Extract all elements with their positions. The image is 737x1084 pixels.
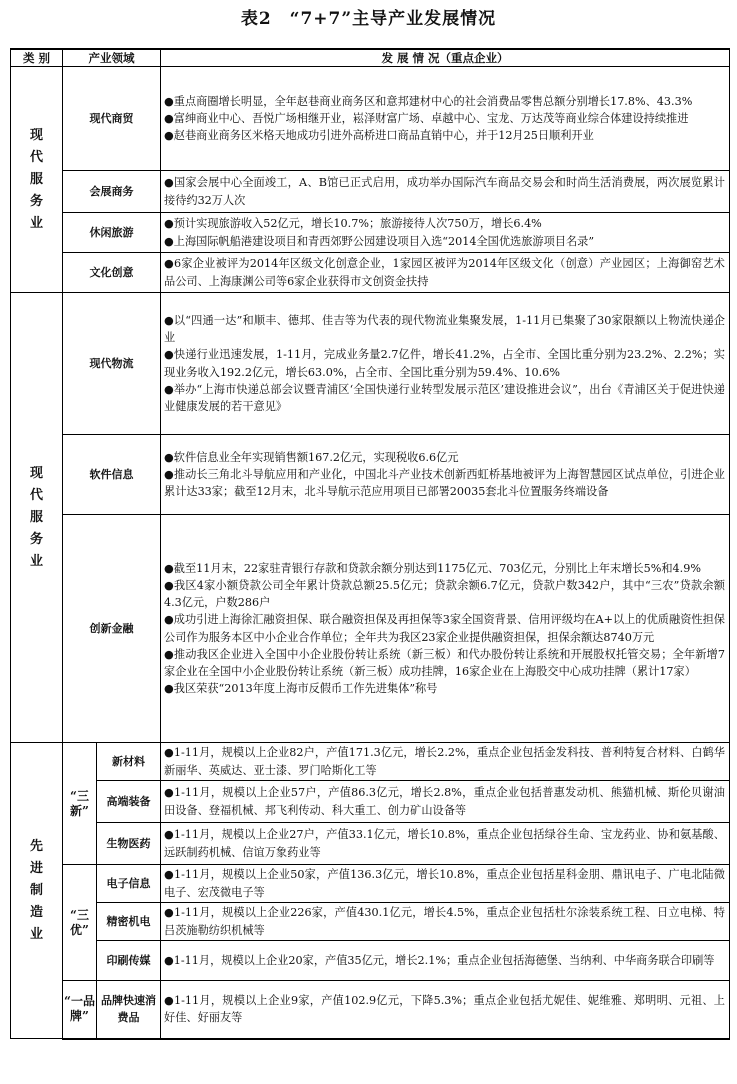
field-label: 生物医药 <box>97 823 161 865</box>
status-cell: ●以“四通一达”和顺丰、德邦、佳吉等为代表的现代物流业集聚发展，1-11月已集聚了30家限额以上物流快递企业 ●快递行业迅速发展，1-11月，完成业务量2.7亿件，增长41.2%，占全市、全国比重分别为23.2%、2.2%；实现业务收入192.2亿元，增长63.0%，占全市、全国比重分别为59.4%、10.6% ●举办“上海市快递总部会议暨青浦区‘全国快递行业转型发展示范区’建设推进会议”，出台《青浦区关于促进快递业健康发展的若干意见》 <box>161 293 730 435</box>
table-row <box>11 253 730 293</box>
status-cell: ●1-11月，规模以上企业226家，产值430.1亿元，增长4.5%，重点企业包括杜尔涂装系统工程、日立电梯、特吕茨施勒纺织机械等 <box>161 903 730 941</box>
status-cell: ●预计实现旅游收入52亿元，增长10.7%；旅游接待人次750万，增长6.4% ●上海国际帆船港建设项目和青西郊野公园建设项目入选“2014全国优选旅游项目名录” <box>161 213 730 253</box>
field-label: 会展商务 <box>63 171 161 213</box>
table-row <box>11 171 730 213</box>
table-title: 表2 “7+7”主导产业发展情况 <box>240 9 497 29</box>
status-cell: ●1-11月，规模以上企业27户，产值33.1亿元，增长10.8%，重点企业包括绿谷生命、宝龙药业、协和氨基酸、远跃制药机械、信谊万象药业等 <box>161 823 730 865</box>
header-status: 发 展 情 况（重点企业） <box>161 49 730 67</box>
field-label: 软件信息 <box>63 435 161 515</box>
header-row <box>11 49 730 67</box>
status-cell: ●1-11月，规模以上企业57户，产值86.3亿元，增长2.8%，重点企业包括普惠发动机、熊猫机械、斯伦贝谢油田设备、登福机械、邦飞利传动、科大重工、创力矿山设备等 <box>161 781 730 823</box>
status-cell: ●6家企业被评为2014年区级文化创意企业，1家园区被评为2014年区级文化（创意）产业园区；上海御窑艺术品公司、上海康渊公司等6家企业获得市文创资金扶持 <box>161 253 730 293</box>
status-cell: ●重点商圈增长明显，全年赵巷商业商务区和意邦建材中心的社会消费品零售总额分别增长17.8%、43.3% ●富绅商业中心、吾悦广场相继开业，崧泽财富广场、卓越中心、宝龙、万达茂等商业综合体建设持续推进 ●赵巷商业商务区米格天地成功引进外高桥进口商品直销中心，并于12月25日顺利开业 <box>161 67 730 171</box>
table-row <box>11 435 730 515</box>
table-row <box>11 213 730 253</box>
industry-table <box>10 48 730 1040</box>
field-label: 现代物流 <box>63 293 161 435</box>
table-row <box>11 941 730 981</box>
table-row <box>11 823 730 865</box>
status-cell: ●截至11月末，22家驻青银行存款和贷款余额分别达到1175亿元、703亿元，分别比上年末增长5%和4.9% ●我区4家小额贷款公司全年累计贷款总额25.5亿元；贷款余额6.7亿元，贷款户数342户，其中“三农”贷款余额4.3亿元，户数286户 ●成功引进上海徐汇融资担保、联合融资担保及再担保等3家全国资背景、信用评级均在A+以上的优质融资性担保公司作为服务本区中小企业合作单位；全年共为我区23家企业提供融资担保，担保余额达8740万元 ●推动我区企业进入全国中小企业股份转让系统（新三板）和代办股份转让系统和开展股权托管交易；全年新增7家企业在全国中小企业股份转让系统（新三板）成功挂牌，16家企业在上海股交中心成功挂牌（累计17家） ●我区荣获“2013年度上海市反假币工作先进集体”称号 <box>161 515 730 743</box>
field-label: 印刷传媒 <box>97 941 161 981</box>
group-label: “三优” <box>63 865 97 981</box>
field-label: 创新金融 <box>63 515 161 743</box>
field-label: 休闲旅游 <box>63 213 161 253</box>
table-row <box>11 293 730 435</box>
category-modern-service-bottom: 现 代 服 务 业 <box>11 293 63 743</box>
field-label: 现代商贸 <box>63 67 161 171</box>
table-row <box>11 781 730 823</box>
status-cell: ●软件信息业全年实现销售额167.2亿元，实现税收6.6亿元 ●推动长三角北斗导航应用和产业化，中国北斗产业技术创新西虹桥基地被评为上海智慧园区试点单位，引进企业累计达33家；截至12月末，北斗导航示范应用项目已部署20035套北斗位置服务终端设备 <box>161 435 730 515</box>
status-cell: ●1-11月，规模以上企业20家，产值35亿元，增长2.1%；重点企业包括海德堡、当纳利、中华商务联合印刷等 <box>161 941 730 981</box>
status-cell: ●国家会展中心全面竣工，A、B馆已正式启用，成功举办国际汽车商品交易会和时尚生活消费展，两次展览累计接待约32万人次 <box>161 171 730 213</box>
table-row <box>11 743 730 781</box>
status-cell: ●1-11月，规模以上企业50家，产值136.3亿元，增长10.8%，重点企业包括星科金朋、鼎讯电子、广电北陆微电子、宏茂微电子等 <box>161 865 730 903</box>
table-row <box>11 67 730 171</box>
header-field: 产业领域 <box>63 49 161 67</box>
status-cell: ●1-11月，规模以上企业9家，产值102.9亿元，下降5.3%；重点企业包括尤妮佳、妮维雅、郑明明、元祖、上好佳、好丽友等 <box>161 981 730 1039</box>
status-cell: ●1-11月，规模以上企业82户，产值171.3亿元，增长2.2%，重点企业包括金发科技、普利特复合材料、白鹤华新丽华、英威达、亚士漆、罗门哈斯化工等 <box>161 743 730 781</box>
field-label: 新材料 <box>97 743 161 781</box>
table-row <box>11 515 730 743</box>
group-label: “三新” <box>63 743 97 865</box>
table-row <box>11 981 730 1039</box>
field-label: 精密机电 <box>97 903 161 941</box>
header-category: 类 别 <box>11 49 63 67</box>
table-row <box>11 903 730 941</box>
group-label: “一品牌” <box>63 981 97 1039</box>
category-advanced-mfg: 先 进 制 造 业 <box>11 743 63 1039</box>
field-label: 高端装备 <box>97 781 161 823</box>
field-label: 文化创意 <box>63 253 161 293</box>
field-label: 电子信息 <box>97 865 161 903</box>
category-modern-service-top: 现 代 服 务 业 <box>11 67 63 293</box>
table-row <box>11 865 730 903</box>
field-label: 品牌快速消费品 <box>97 981 161 1039</box>
